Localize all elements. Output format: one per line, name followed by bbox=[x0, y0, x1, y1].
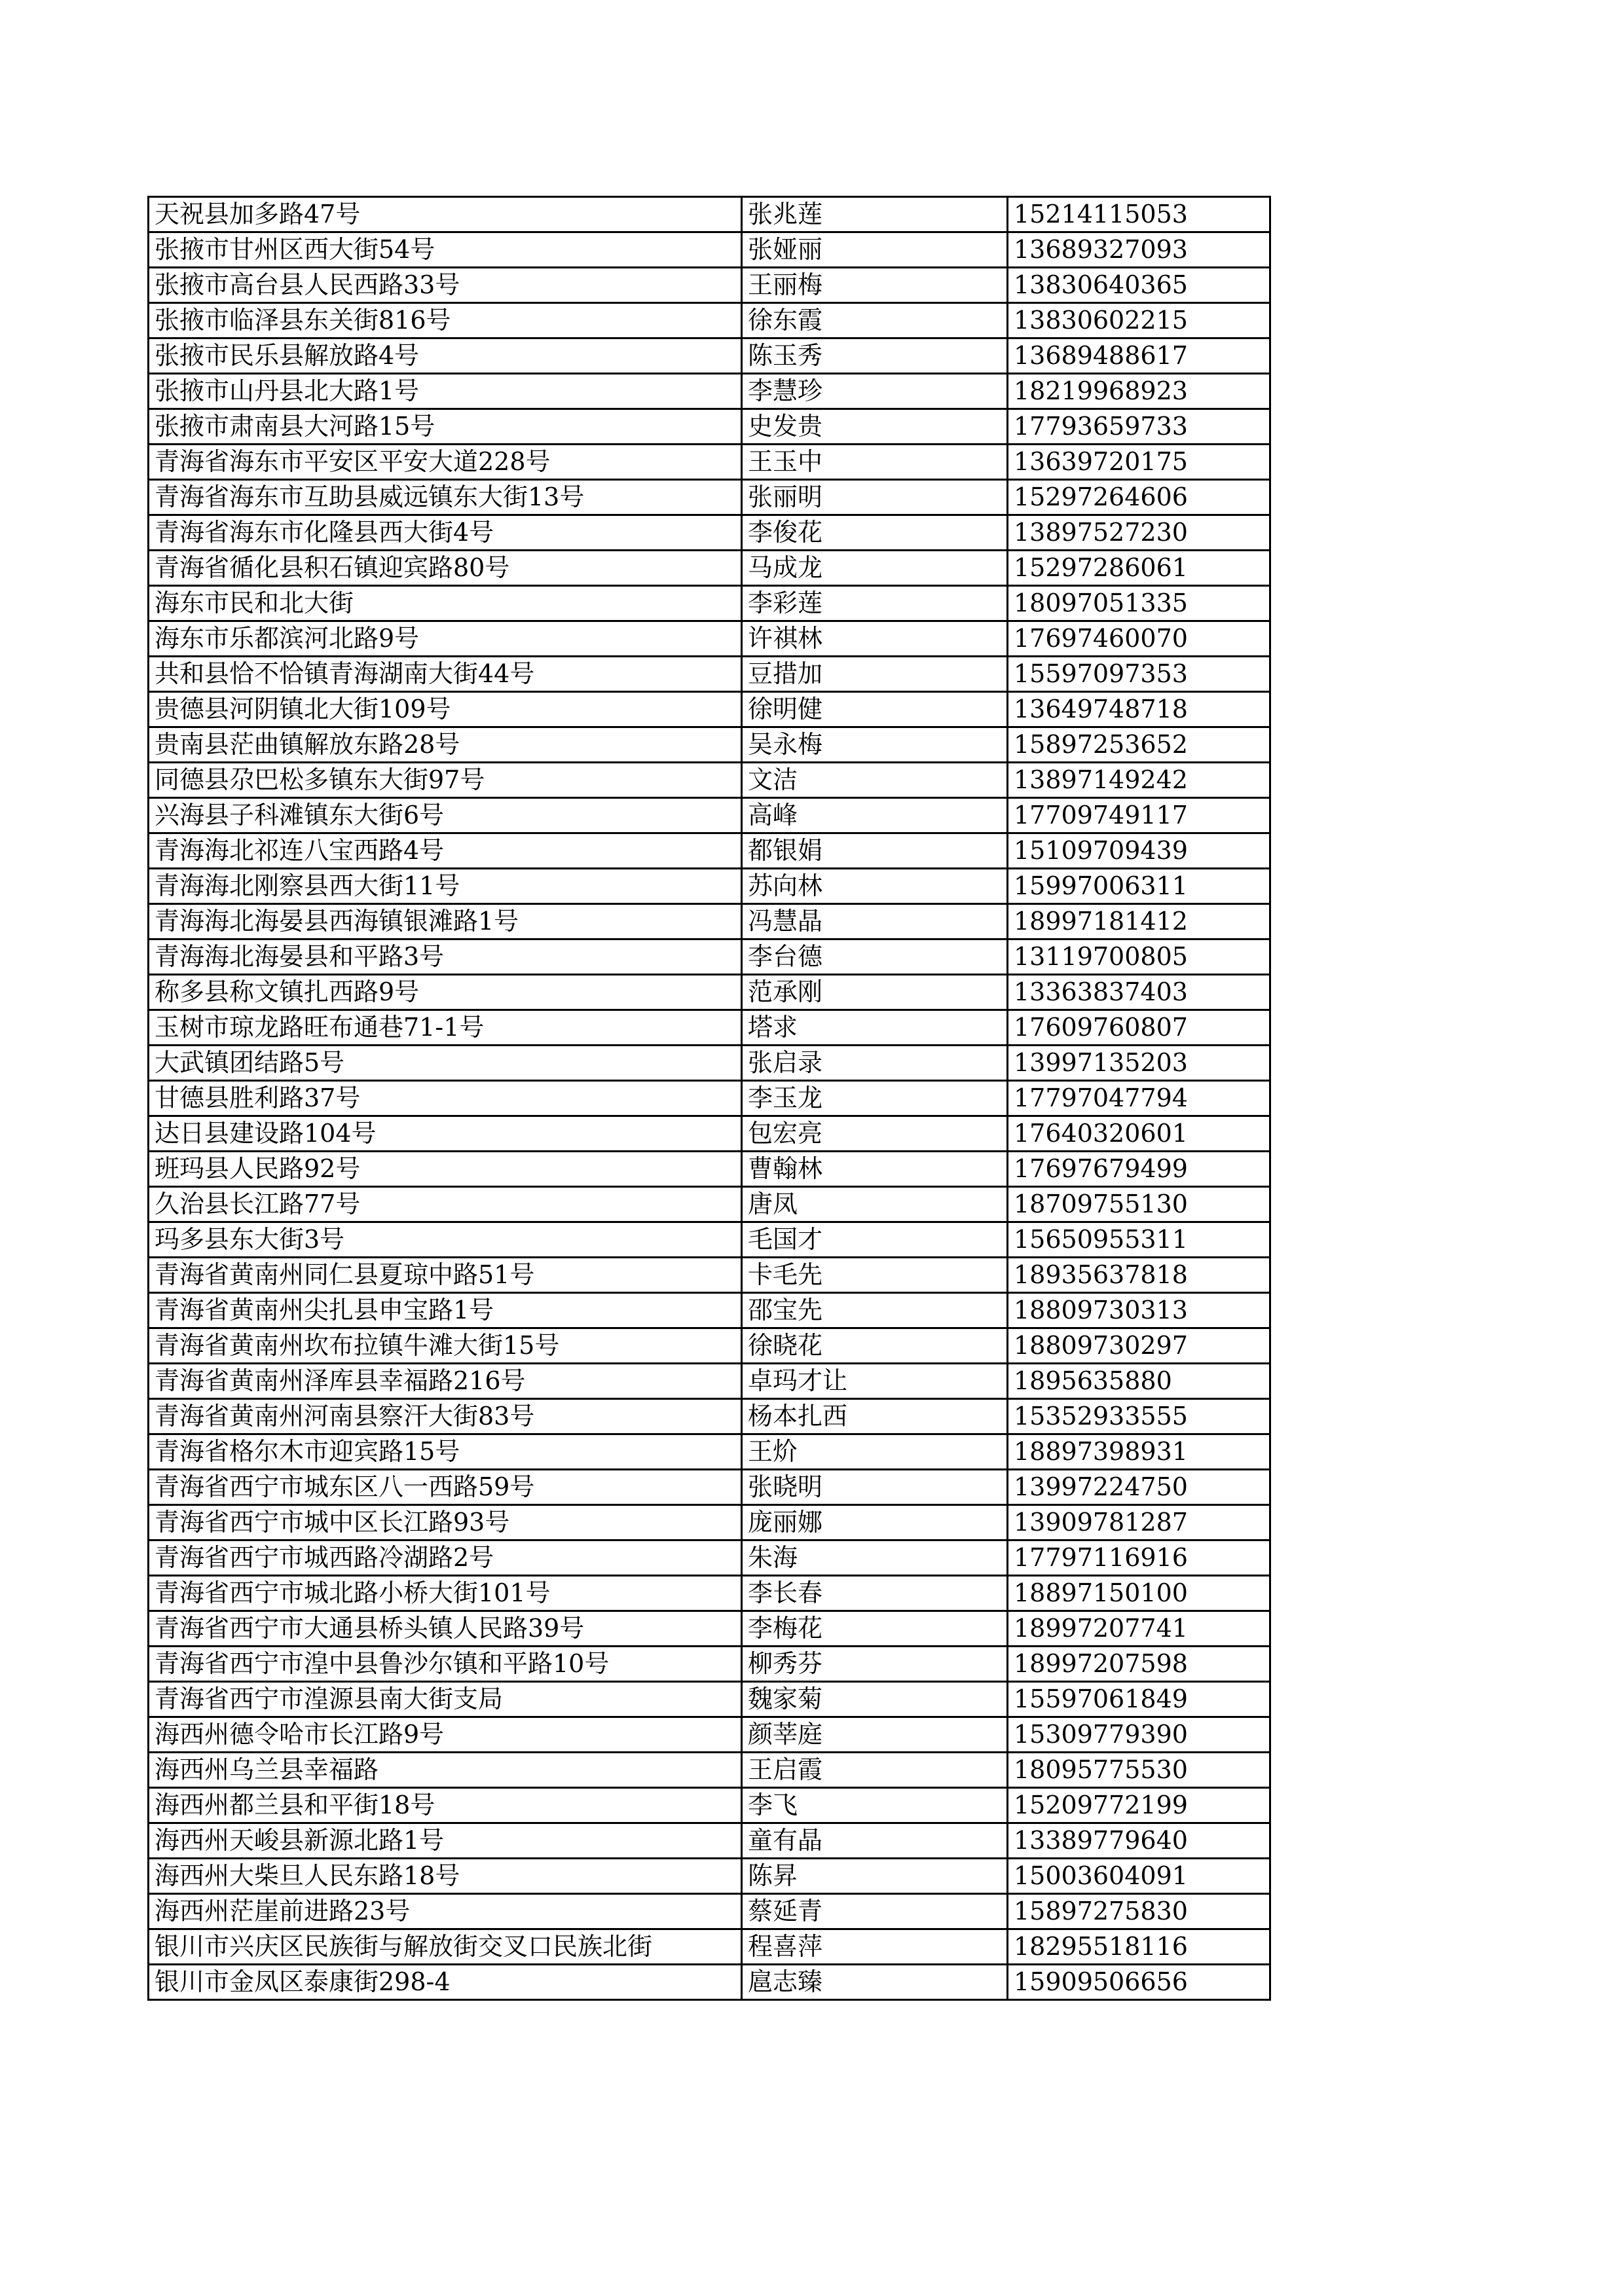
phone-cell: 13119700805 bbox=[1008, 939, 1270, 975]
name-cell: 王炌 bbox=[742, 1434, 1008, 1470]
name-cell: 李梅花 bbox=[742, 1611, 1008, 1647]
name-cell: 塔求 bbox=[742, 1010, 1008, 1046]
phone-cell: 13909781287 bbox=[1008, 1505, 1270, 1540]
name-cell: 徐晓花 bbox=[742, 1328, 1008, 1364]
phone-cell: 13830640365 bbox=[1008, 268, 1270, 303]
name-cell: 李慧珍 bbox=[742, 374, 1008, 409]
phone-cell: 15109709439 bbox=[1008, 833, 1270, 869]
table-row bbox=[149, 1647, 1270, 1682]
name-cell: 李玉龙 bbox=[742, 1081, 1008, 1116]
name-cell: 文洁 bbox=[742, 763, 1008, 798]
phone-cell: 18897150100 bbox=[1008, 1576, 1270, 1611]
table-row bbox=[149, 1434, 1270, 1470]
address-cell: 海西州德令哈市长江路9号 bbox=[149, 1717, 742, 1753]
address-cell: 青海省海东市互助县威远镇东大街13号 bbox=[149, 480, 742, 515]
address-cell: 称多县称文镇扎西路9号 bbox=[149, 975, 742, 1010]
address-cell: 甘德县胜利路37号 bbox=[149, 1081, 742, 1116]
table-row bbox=[149, 1328, 1270, 1364]
address-cell: 天祝县加多路47号 bbox=[149, 197, 742, 232]
name-cell: 蔡延青 bbox=[742, 1894, 1008, 1929]
phone-cell: 15897275830 bbox=[1008, 1894, 1270, 1929]
table-row bbox=[149, 1788, 1270, 1823]
table-row bbox=[149, 197, 1270, 232]
phone-cell: 15597061849 bbox=[1008, 1682, 1270, 1717]
phone-cell: 13830602215 bbox=[1008, 303, 1270, 338]
phone-cell: 18709755130 bbox=[1008, 1187, 1270, 1222]
name-cell: 毛国才 bbox=[742, 1222, 1008, 1258]
address-cell: 张掖市肃南县大河路15号 bbox=[149, 409, 742, 445]
name-cell: 苏向林 bbox=[742, 869, 1008, 904]
name-cell: 李长春 bbox=[742, 1576, 1008, 1611]
phone-cell: 17640320601 bbox=[1008, 1116, 1270, 1152]
address-table bbox=[147, 196, 1271, 2001]
name-cell: 王玉中 bbox=[742, 445, 1008, 480]
name-cell: 徐东霞 bbox=[742, 303, 1008, 338]
name-cell: 张晓明 bbox=[742, 1470, 1008, 1505]
name-cell: 卓玛才让 bbox=[742, 1364, 1008, 1399]
phone-cell: 13997135203 bbox=[1008, 1046, 1270, 1081]
address-cell: 青海海北祁连八宝西路4号 bbox=[149, 833, 742, 869]
phone-cell: 15897253652 bbox=[1008, 727, 1270, 763]
phone-cell: 15997006311 bbox=[1008, 869, 1270, 904]
address-cell: 青海省海东市平安区平安大道228号 bbox=[149, 445, 742, 480]
table-row bbox=[149, 1399, 1270, 1434]
address-cell: 同德县尕巴松多镇东大街97号 bbox=[149, 763, 742, 798]
address-cell: 海东市乐都滨河北路9号 bbox=[149, 621, 742, 657]
table-row bbox=[149, 1046, 1270, 1081]
table-row bbox=[149, 1717, 1270, 1753]
phone-cell: 15909506656 bbox=[1008, 1965, 1270, 2000]
address-cell: 青海省西宁市湟源县南大街支局 bbox=[149, 1682, 742, 1717]
table-row bbox=[149, 1753, 1270, 1788]
phone-cell: 13389779640 bbox=[1008, 1823, 1270, 1859]
table-row bbox=[149, 621, 1270, 657]
phone-cell: 15309779390 bbox=[1008, 1717, 1270, 1753]
address-cell: 共和县恰不恰镇青海湖南大街44号 bbox=[149, 657, 742, 692]
address-cell: 青海省西宁市城东区八一西路59号 bbox=[149, 1470, 742, 1505]
address-cell: 青海省格尔木市迎宾路15号 bbox=[149, 1434, 742, 1470]
name-cell: 杨本扎西 bbox=[742, 1399, 1008, 1434]
address-cell: 玛多县东大街3号 bbox=[149, 1222, 742, 1258]
table-row bbox=[149, 869, 1270, 904]
phone-cell: 15214115053 bbox=[1008, 197, 1270, 232]
phone-cell: 18997207741 bbox=[1008, 1611, 1270, 1647]
address-cell: 青海省循化县积石镇迎宾路80号 bbox=[149, 551, 742, 586]
name-cell: 高峰 bbox=[742, 798, 1008, 833]
table-row bbox=[149, 1682, 1270, 1717]
table-row bbox=[149, 833, 1270, 869]
name-cell: 曹翰林 bbox=[742, 1152, 1008, 1187]
phone-cell: 15297286061 bbox=[1008, 551, 1270, 586]
name-cell: 豆措加 bbox=[742, 657, 1008, 692]
address-cell: 青海省黄南州同仁县夏琼中路51号 bbox=[149, 1258, 742, 1293]
phone-cell: 15352933555 bbox=[1008, 1399, 1270, 1434]
table-row bbox=[149, 1611, 1270, 1647]
name-cell: 王丽梅 bbox=[742, 268, 1008, 303]
address-cell: 张掖市临泽县东关街816号 bbox=[149, 303, 742, 338]
table-row bbox=[149, 1929, 1270, 1965]
table-row bbox=[149, 975, 1270, 1010]
name-cell: 都银娟 bbox=[742, 833, 1008, 869]
address-cell: 青海省西宁市城中区长江路93号 bbox=[149, 1505, 742, 1540]
name-cell: 童有晶 bbox=[742, 1823, 1008, 1859]
name-cell: 邵宝先 bbox=[742, 1293, 1008, 1328]
address-cell: 青海海北海晏县和平路3号 bbox=[149, 939, 742, 975]
name-cell: 张娅丽 bbox=[742, 232, 1008, 268]
table-row bbox=[149, 939, 1270, 975]
table-row bbox=[149, 409, 1270, 445]
address-cell: 张掖市山丹县北大路1号 bbox=[149, 374, 742, 409]
name-cell: 朱海 bbox=[742, 1540, 1008, 1576]
phone-cell: 17697460070 bbox=[1008, 621, 1270, 657]
name-cell: 范承刚 bbox=[742, 975, 1008, 1010]
phone-cell: 17609760807 bbox=[1008, 1010, 1270, 1046]
phone-cell: 1895635880 bbox=[1008, 1364, 1270, 1399]
name-cell: 李俊花 bbox=[742, 515, 1008, 551]
phone-cell: 17797116916 bbox=[1008, 1540, 1270, 1576]
name-cell: 魏家菊 bbox=[742, 1682, 1008, 1717]
name-cell: 颜莘庭 bbox=[742, 1717, 1008, 1753]
table-row bbox=[149, 480, 1270, 515]
address-cell: 久治县长江路77号 bbox=[149, 1187, 742, 1222]
table-row bbox=[149, 338, 1270, 374]
table-row bbox=[149, 1859, 1270, 1894]
address-cell: 青海海北刚察县西大街11号 bbox=[149, 869, 742, 904]
address-cell: 兴海县子科滩镇东大街6号 bbox=[149, 798, 742, 833]
table-row bbox=[149, 586, 1270, 621]
table-row bbox=[149, 1187, 1270, 1222]
table-row bbox=[149, 763, 1270, 798]
name-cell: 李飞 bbox=[742, 1788, 1008, 1823]
name-cell: 李彩莲 bbox=[742, 586, 1008, 621]
table-row bbox=[149, 692, 1270, 727]
table-row bbox=[149, 1081, 1270, 1116]
name-cell: 吴永梅 bbox=[742, 727, 1008, 763]
address-cell: 青海省黄南州尖扎县申宝路1号 bbox=[149, 1293, 742, 1328]
address-cell: 玉树市琼龙路旺布通巷71-1号 bbox=[149, 1010, 742, 1046]
phone-cell: 13897527230 bbox=[1008, 515, 1270, 551]
table-row bbox=[149, 1010, 1270, 1046]
address-cell: 张掖市甘州区西大街54号 bbox=[149, 232, 742, 268]
name-cell: 包宏亮 bbox=[742, 1116, 1008, 1152]
address-cell: 青海省黄南州坎布拉镇牛滩大街15号 bbox=[149, 1328, 742, 1364]
table-row bbox=[149, 1470, 1270, 1505]
table-row bbox=[149, 551, 1270, 586]
table-row bbox=[149, 1965, 1270, 2000]
table-row bbox=[149, 1540, 1270, 1576]
name-cell: 许祺林 bbox=[742, 621, 1008, 657]
table-row bbox=[149, 904, 1270, 939]
address-table-body bbox=[149, 197, 1270, 2000]
table-row bbox=[149, 1364, 1270, 1399]
name-cell: 扈志臻 bbox=[742, 1965, 1008, 2000]
phone-cell: 15650955311 bbox=[1008, 1222, 1270, 1258]
address-cell: 银川市金凤区泰康街298-4 bbox=[149, 1965, 742, 2000]
phone-cell: 13997224750 bbox=[1008, 1470, 1270, 1505]
name-cell: 柳秀芬 bbox=[742, 1647, 1008, 1682]
table-row bbox=[149, 657, 1270, 692]
table-row bbox=[149, 1293, 1270, 1328]
table-row bbox=[149, 1894, 1270, 1929]
address-cell: 青海省海东市化隆县西大街4号 bbox=[149, 515, 742, 551]
address-cell: 青海省黄南州河南县察汗大街83号 bbox=[149, 1399, 742, 1434]
phone-cell: 13639720175 bbox=[1008, 445, 1270, 480]
table-row bbox=[149, 1576, 1270, 1611]
table-row bbox=[149, 798, 1270, 833]
table-row bbox=[149, 1116, 1270, 1152]
phone-cell: 13689327093 bbox=[1008, 232, 1270, 268]
address-cell: 青海省黄南州泽库县幸福路216号 bbox=[149, 1364, 742, 1399]
name-cell: 程喜萍 bbox=[742, 1929, 1008, 1965]
name-cell: 王启霞 bbox=[742, 1753, 1008, 1788]
phone-cell: 13689488617 bbox=[1008, 338, 1270, 374]
phone-cell: 17697679499 bbox=[1008, 1152, 1270, 1187]
phone-cell: 18095775530 bbox=[1008, 1753, 1270, 1788]
name-cell: 陈玉秀 bbox=[742, 338, 1008, 374]
address-cell: 银川市兴庆区民族街与解放街交叉口民族北街 bbox=[149, 1929, 742, 1965]
address-cell: 海西州茫崖前进路23号 bbox=[149, 1894, 742, 1929]
name-cell: 卡毛先 bbox=[742, 1258, 1008, 1293]
name-cell: 冯慧晶 bbox=[742, 904, 1008, 939]
name-cell: 唐凤 bbox=[742, 1187, 1008, 1222]
address-cell: 青海海北海晏县西海镇银滩路1号 bbox=[149, 904, 742, 939]
address-cell: 班玛县人民路92号 bbox=[149, 1152, 742, 1187]
address-cell: 海东市民和北大街 bbox=[149, 586, 742, 621]
phone-cell: 18935637818 bbox=[1008, 1258, 1270, 1293]
table-row bbox=[149, 445, 1270, 480]
phone-cell: 18809730313 bbox=[1008, 1293, 1270, 1328]
phone-cell: 18997181412 bbox=[1008, 904, 1270, 939]
phone-cell: 17709749117 bbox=[1008, 798, 1270, 833]
phone-cell: 13897149242 bbox=[1008, 763, 1270, 798]
address-cell: 青海省西宁市大通县桥头镇人民路39号 bbox=[149, 1611, 742, 1647]
phone-cell: 18809730297 bbox=[1008, 1328, 1270, 1364]
address-cell: 青海省西宁市湟中县鲁沙尔镇和平路10号 bbox=[149, 1647, 742, 1682]
phone-cell: 18897398931 bbox=[1008, 1434, 1270, 1470]
phone-cell: 18295518116 bbox=[1008, 1929, 1270, 1965]
table-row bbox=[149, 1505, 1270, 1540]
phone-cell: 13363837403 bbox=[1008, 975, 1270, 1010]
phone-cell: 17797047794 bbox=[1008, 1081, 1270, 1116]
phone-cell: 15297264606 bbox=[1008, 480, 1270, 515]
phone-cell: 15003604091 bbox=[1008, 1859, 1270, 1894]
table-row bbox=[149, 1152, 1270, 1187]
address-cell: 张掖市民乐县解放路4号 bbox=[149, 338, 742, 374]
table-row bbox=[149, 374, 1270, 409]
table-row bbox=[149, 303, 1270, 338]
address-cell: 贵南县茫曲镇解放东路28号 bbox=[149, 727, 742, 763]
address-cell: 海西州天峻县新源北路1号 bbox=[149, 1823, 742, 1859]
name-cell: 徐明健 bbox=[742, 692, 1008, 727]
phone-cell: 15597097353 bbox=[1008, 657, 1270, 692]
address-cell: 青海省西宁市城西路冷湖路2号 bbox=[149, 1540, 742, 1576]
name-cell: 张兆莲 bbox=[742, 197, 1008, 232]
name-cell: 史发贵 bbox=[742, 409, 1008, 445]
name-cell: 张启录 bbox=[742, 1046, 1008, 1081]
table-row bbox=[149, 515, 1270, 551]
address-cell: 海西州都兰县和平街18号 bbox=[149, 1788, 742, 1823]
address-cell: 海西州乌兰县幸福路 bbox=[149, 1753, 742, 1788]
phone-cell: 18997207598 bbox=[1008, 1647, 1270, 1682]
phone-cell: 15209772199 bbox=[1008, 1788, 1270, 1823]
phone-cell: 18219968923 bbox=[1008, 374, 1270, 409]
address-cell: 青海省西宁市城北路小桥大街101号 bbox=[149, 1576, 742, 1611]
address-cell: 大武镇团结路5号 bbox=[149, 1046, 742, 1081]
table-row bbox=[149, 727, 1270, 763]
name-cell: 庞丽娜 bbox=[742, 1505, 1008, 1540]
name-cell: 陈昇 bbox=[742, 1859, 1008, 1894]
name-cell: 张丽明 bbox=[742, 480, 1008, 515]
address-cell: 张掖市高台县人民西路33号 bbox=[149, 268, 742, 303]
name-cell: 马成龙 bbox=[742, 551, 1008, 586]
phone-cell: 18097051335 bbox=[1008, 586, 1270, 621]
phone-cell: 17793659733 bbox=[1008, 409, 1270, 445]
table-row bbox=[149, 1258, 1270, 1293]
table-row bbox=[149, 232, 1270, 268]
address-cell: 达日县建设路104号 bbox=[149, 1116, 742, 1152]
table-row bbox=[149, 268, 1270, 303]
address-cell: 贵德县河阴镇北大街109号 bbox=[149, 692, 742, 727]
name-cell: 李台德 bbox=[742, 939, 1008, 975]
table-row bbox=[149, 1222, 1270, 1258]
phone-cell: 13649748718 bbox=[1008, 692, 1270, 727]
address-cell: 海西州大柴旦人民东路18号 bbox=[149, 1859, 742, 1894]
table-row bbox=[149, 1823, 1270, 1859]
